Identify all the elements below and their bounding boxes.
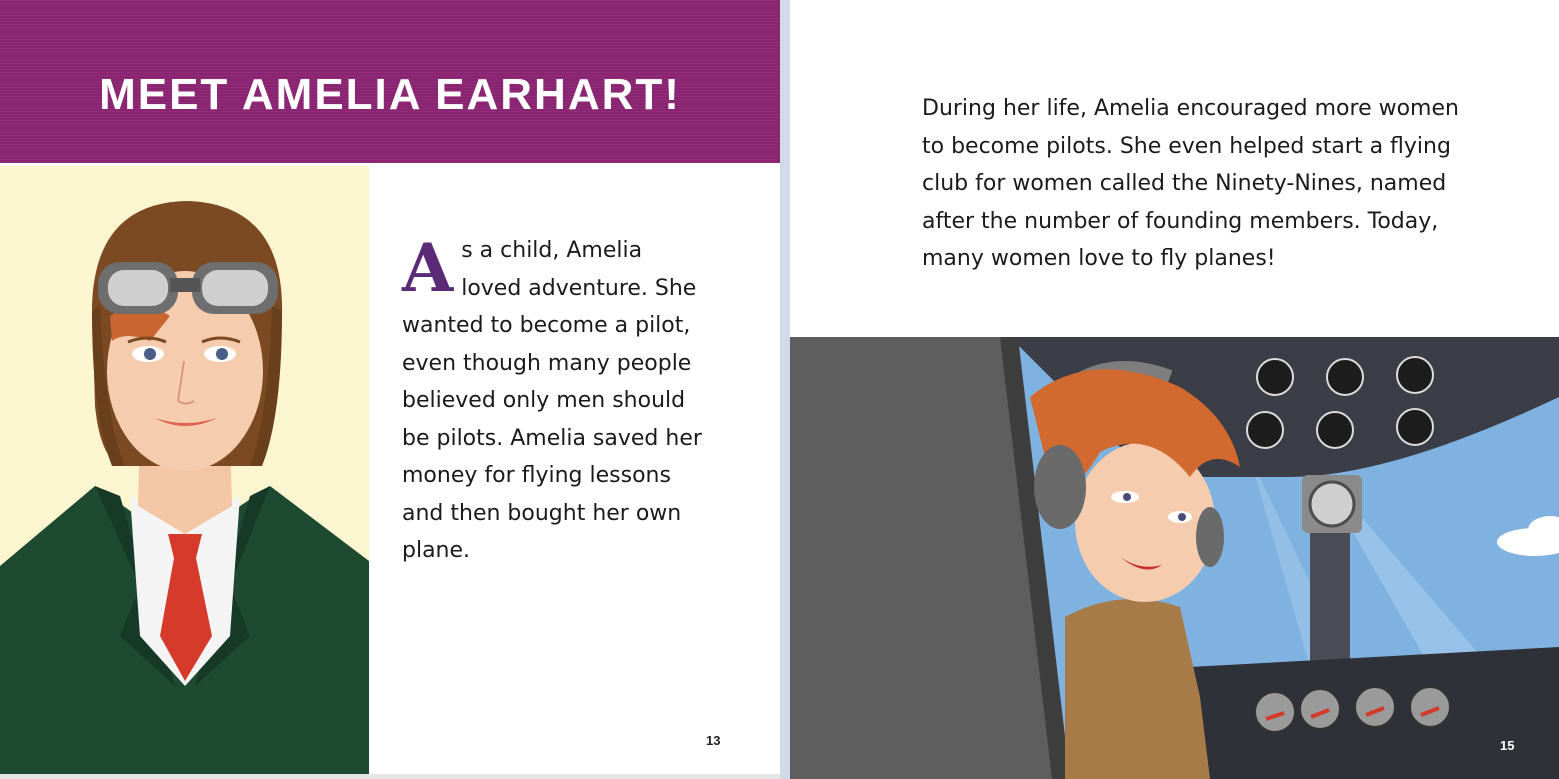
amelia-portrait-illustration	[0, 166, 369, 774]
drop-cap: A	[402, 229, 454, 307]
title-banner	[0, 0, 780, 163]
page-number: 13	[706, 733, 721, 748]
story-paragraph	[402, 229, 702, 570]
right-page	[790, 0, 1559, 779]
story-paragraph-right: During her life, Amelia encouraged more women to become pilots. She even helped start a flying club for women called the Ninety-Nines, named after the number of founding members. Today, many women love to fly planes!	[922, 96, 1459, 271]
page-number-right: 15	[1500, 738, 1515, 753]
cockpit-illustration	[790, 337, 1559, 779]
page-title: MEET AMELIA EARHART!	[99, 70, 681, 119]
horizontal-scrollbar[interactable]	[0, 774, 780, 779]
story-text: s a child, Amelia loved adventure. She wanted to become a pilot, even though many people believed only men should be pilots. Amelia saved her money for flying lessons and then bought her own plane.	[402, 238, 702, 563]
